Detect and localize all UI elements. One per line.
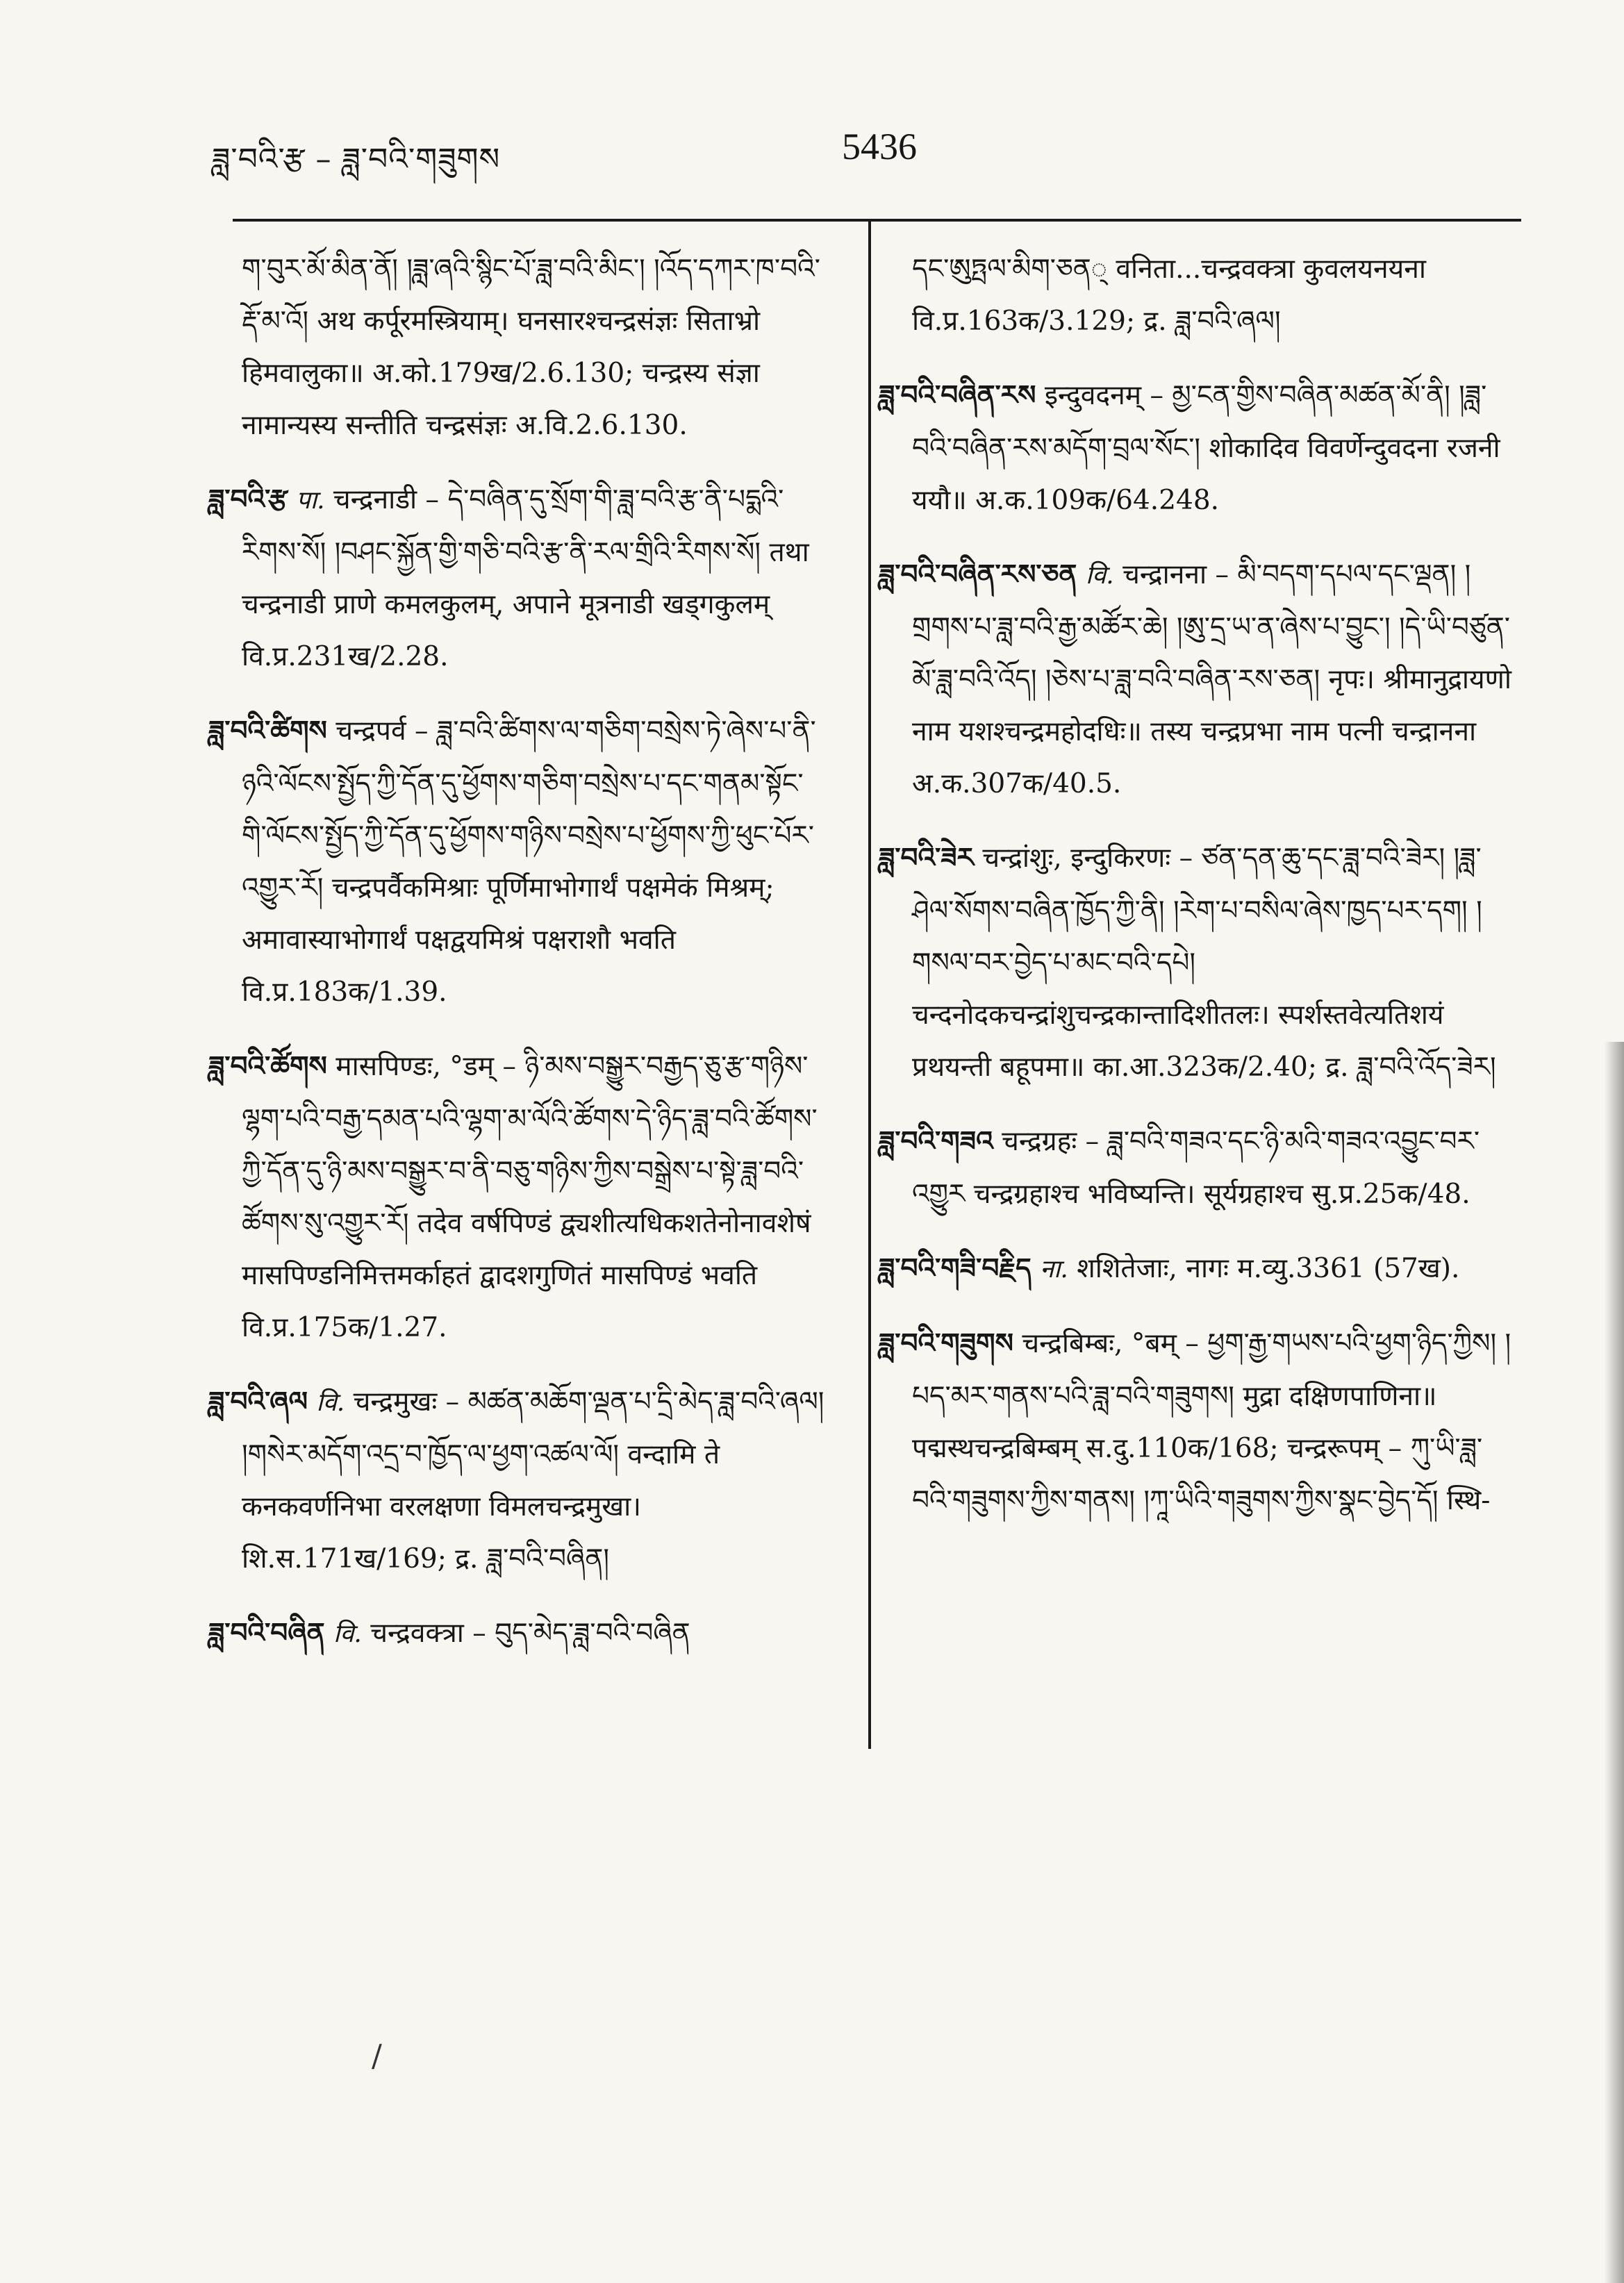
entry-text: चन्द्रमुखः – མཚན་མཆོག་ལྡན་པ་དྲི་མེད་ཟླ་བའི་ཞལ། །གསེར་མདོག་འདྲ་བ་ཁྱོད་ལ་ཕྱག་འཚལ་ལོ། वन्दामि ते कनकवर्णनिभा वरलक्षणा विमलचन्द्रमुखा। शि.स.171ख/169; द्र. ཟླ་བའི་བཞིན།	[242, 1386, 825, 1575]
entry-text: इन्दुवदनम् – མྱ་ངན་གྱིས་བཞིན་མཚན་མོ་ནི། །ཟླ་བའི་བཞིན་རས་མདོག་བྲལ་སོང་། शोकादिव विवर्णेन्दुवदना रजनी ययौ॥ अ.क.109क/64.248.	[912, 380, 1500, 516]
dictionary-entry	[208, 474, 827, 683]
dictionary-entry	[879, 1115, 1514, 1220]
entry-text: चन्द्रपर्व – ཟླ་བའི་ཚིགས་ལ་གཅིག་བསྲེས་ཏེ་ཞེས་པ་ནི་ཉའི་ལོངས་སྤྱོད་ཀྱི་དོན་དུ་ཕྱོགས་གཅིག་བསྲེས་པ་དང་གནམ་སྟོང་གི་ལོངས་སྤྱོད་ཀྱི་དོན་དུ་ཕྱོགས་གཉིས་བསྲེས་པ་ཕྱོགས་ཀྱི་ཕུང་པོར་འགྱུར་རོ། चन्द्रपर्वैकमिश्राः पूर्णिमाभोगार्थं पक्षमेकं मिश्रम्; अमावास्याभोगार्थं पक्षद्वयमिश्रं पक्षराशौ भवति वि.प्र.183क/1.39.	[242, 715, 816, 1008]
entry-text: चन्द्रांशुः, इन्दुकिरणः – ཙན་དན་ཆུ་དང་ཟླ་བའི་ཟེར། །ཟླ་ཤེལ་སོགས་བཞིན་ཁྱོད་ཀྱི་ནི། །རེག་པ་བསིལ་ཞེས་ཁྱད་པར་དག། །གསལ་བར་བྱེད་པ་མང་བའི་དཔེ། चन्दनोदकचन्द्रांशुचन्द्रकान्तादिशीतलः। स्पर्शस्तवेत्यतिशयं प्रथयन्ती बहूपमा॥ का.आ.323क/2.40; द्र. ཟླ་བའི་འོད་ཟེར།	[912, 842, 1496, 1083]
entry-headword: ཟླ་བའི་ཚོགས	[208, 1050, 327, 1082]
entry-text: मासपिण्डः, °डम् – ཉི་མས་བསྒྱུར་བརྒྱད་ཅུ་རྩ་གཉིས་ལྷག་པའི་བརྒྱ་དམན་པའི་ལྷག་མ་ལོའི་ཚོགས་དེ་ཉིད་ཟླ་བའི་ཚོགས་ཀྱི་དོན་དུ་ཉི་མས་བསྒྱུར་བ་ནི་བཅུ་གཉིས་ཀྱིས་བསྒྲེས་པ་སྟེ་ཟླ་བའི་ཚོགས་སུ་འགྱུར་རོ། तदेव वर्षपिण्डं द्व्यशीत्यधिकशतेनोनावशेषं मासपिण्डनिमित्तमर्काहतं द्वादशगुणितं मासपिण्डं भवति वि.प्र.175क/1.27.	[242, 1051, 818, 1343]
dictionary-entry	[879, 832, 1514, 1093]
entry-headword: ཟླ་བའི་རྩ	[208, 483, 288, 515]
dictionary-entry	[879, 1318, 1514, 1527]
dictionary-entry	[208, 1040, 827, 1354]
entry-headword: ཟླ་བའི་ཟེར	[879, 842, 974, 874]
column-divider	[868, 221, 871, 1749]
entry-text: चन्द्रग्रहः – ཟླ་བའི་གཟའ་དང་ཉི་མའི་གཟའ་འབྱུང་བར་འགྱུར चन्द्रग्रहाश्च भविष्यन्ति। सूर्यग्रहाश्च सु.प्र.25क/48.	[912, 1126, 1480, 1210]
dictionary-entry	[208, 705, 827, 1018]
entry-headword: ཟླ་བའི་བཞིན་རས	[879, 379, 1036, 411]
entry-text: चन्द्रबिम्बः, °बम् – ཕྱག་རྒྱ་གཡས་པའི་ཕྱག་ཉིད་ཀྱིས། །པད་མར་གནས་པའི་ཟླ་བའི་གཟུགས། मुद्रा दक्षिणपाणिना॥ पद्मस्थचन्द्रबिम्बम् स.दु.110क/168; चन्द्ररूपम् – ཀུ་ཡི་ཟླ་བའི་གཟུགས་ཀྱིས་གནས། །ཀཱ་ཡིའི་གཟུགས་ཀྱིས་སྣང་བྱེད་དོ། स्थि-	[912, 1328, 1511, 1516]
dictionary-entry	[879, 549, 1514, 810]
entry-grammar-label: वि.	[316, 1388, 345, 1417]
header-guide-words: ཟླ་བའི་རྩ – ཟླ་བའི་གཟུགས	[212, 142, 501, 177]
header-rule	[233, 219, 1521, 222]
left-column	[208, 243, 827, 1682]
entry-headword: ཟླ་བའི་ཞལ	[208, 1386, 308, 1418]
dictionary-entry	[879, 1243, 1514, 1295]
entry-headword: ཟླ་བའི་བཞིན	[208, 1617, 325, 1649]
entry-headword: ཟླ་བའི་གཟའ	[879, 1125, 993, 1157]
entry-headword: ཟླ་བའི་གཟི་བརྗིད	[879, 1252, 1031, 1284]
entry-headword: ཟླ་བའི་གཟུགས	[879, 1327, 1013, 1359]
entry-headword: ཟླ་བའི་བཞིན་རས་ཅན	[879, 558, 1077, 590]
continuation-text: ག་བུར་མོ་མིན་ནོ། །ཟླ་ཞའི་སྙིང་པོ་ཟླ་བའི་མིང་། །འོད་དཀར་ཁ་བའི་རྡོ་མ་འོ། अथ कर्पूरमस्त्रियाम्। घनसारश्चन्द्रसंज्ञः सिताभ्रो हिमवालुका॥ अ.को.179ख/2.6.130; चन्द्रस्य संज्ञा नामान्यस्य सन्तीति चन्द्रसंज्ञः अ.वि.2.6.130.	[242, 254, 820, 441]
entry-grammar-label: वि.	[333, 1620, 362, 1648]
stray-pen-mark: /	[372, 2039, 382, 2074]
entry-text: चन्द्रनाडी – དེ་བཞིན་དུ་སྲོག་གི་ཟླ་བའི་རྩ་ནི་པདྨའི་རིགས་སོ། །བཤང་སྐྱོན་གྱི་གཅི་བའི་རྩ་ནི་རལ་གྲིའི་རིགས་སོ། तथा चन्द्रनाडी प्राणे कमलकुलम्, अपाने मूत्रनाडी खड्गकुलम् वि.प्र.231ख/2.28.	[242, 484, 809, 672]
dictionary-entry	[208, 1376, 827, 1585]
entry-text: चन्द्रवक्त्रा – བུད་མེད་ཟླ་བའི་བཞིན	[370, 1618, 690, 1649]
entry-text: शशितेजाः, नागः म.व्यु.3361 (57ख).	[1077, 1253, 1460, 1284]
entry-grammar-label: पा.	[296, 486, 325, 515]
scan-edge-shadow	[1605, 1042, 1624, 2283]
page-number: 5436	[842, 126, 917, 167]
right-column	[879, 243, 1514, 1549]
dictionary-entry	[879, 370, 1514, 526]
entry-text: चन्द्रानना – མི་བདག་དཔལ་དང་ལྡན། །གྲགས་པ་ཟླ་བའི་རྒྱ་མཚོར་ཆེ། །ཨུ་དྲ་ཡ་ན་ཞེས་པ་བྱུང་། །དེ་ཡི་བཙུན་མོ་ཟླ་བའི་འོད། །ཅེས་པ་ཟླ་བའི་བཞིན་རས་ཅན། नृपः। श्रीमानुद्रायणो नाम यशश्चन्द्रमहोदधिः॥ तस्य चन्द्रप्रभा नाम पत्नी चन्द्रानना अ.क.307क/40.5.	[912, 559, 1511, 799]
continuation-text: དང་ཨུཏྤལ་མིག་ཅན् वनिता...चन्द्रवक्त्रा कुवलयनयना वि.प्र.163क/3.129; द्र. ཟླ་བའི་ཞལ།	[912, 254, 1427, 337]
entry-grammar-label: ना.	[1040, 1255, 1068, 1284]
entry-grammar-label: वि.	[1085, 561, 1114, 590]
entry-headword: ཟླ་བའི་ཚིགས	[208, 715, 327, 747]
dictionary-entry	[208, 1607, 827, 1660]
